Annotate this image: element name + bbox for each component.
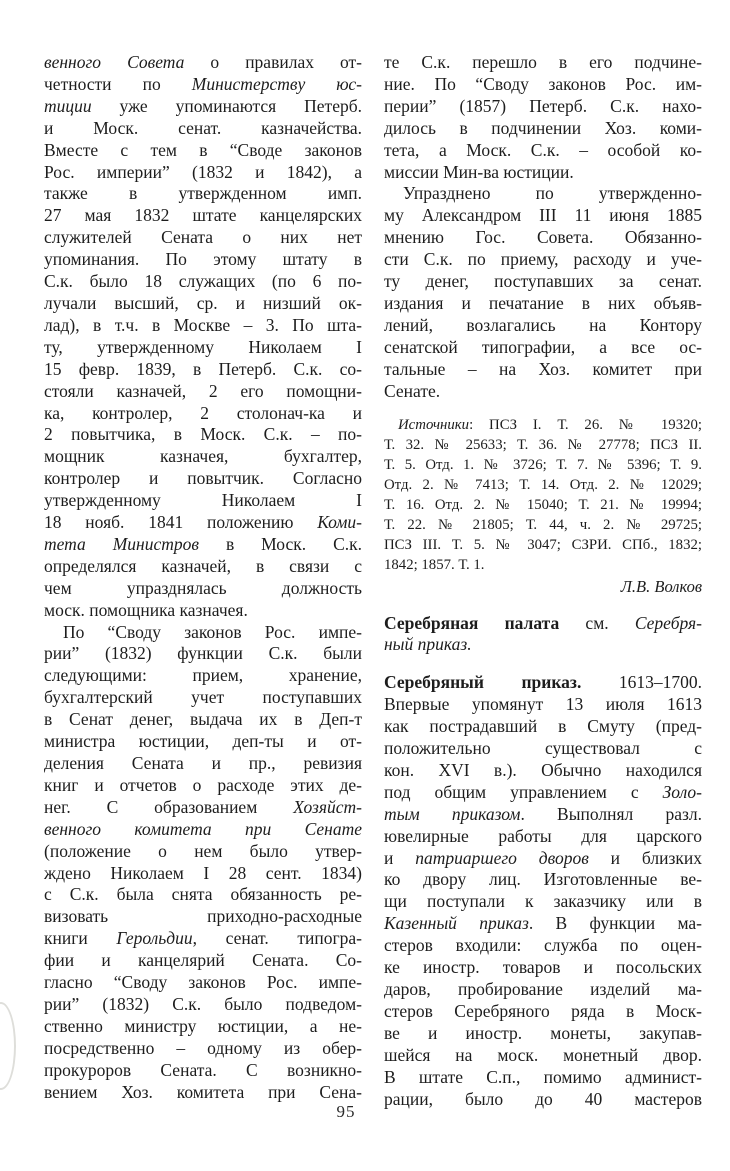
body-text: контролер и повытчик. Согласно bbox=[44, 468, 362, 489]
text-line bbox=[44, 490, 362, 512]
body-text: следующими: прием, хранение, bbox=[44, 665, 362, 686]
text-line bbox=[384, 716, 702, 738]
text-line bbox=[44, 468, 362, 490]
body-text: тальные – на Хоз. комитет при bbox=[384, 358, 702, 379]
text-line bbox=[384, 162, 702, 184]
text-block-src bbox=[384, 415, 702, 575]
text-line bbox=[44, 74, 362, 96]
text-line bbox=[44, 687, 362, 709]
text-line bbox=[384, 249, 702, 271]
body-text: визовать приходно-расходные bbox=[44, 906, 362, 927]
body-text: ве и иностр. монеты, закупав- bbox=[384, 1022, 702, 1043]
body-text: (положение о нем было утвер- bbox=[44, 840, 362, 861]
body-text: В штате С.п., помимо админист- bbox=[384, 1066, 702, 1087]
text-line bbox=[44, 1016, 362, 1038]
italic-text: Серебря- bbox=[634, 612, 702, 633]
body-text: Т. 16. Отд. 2. № 15040; Т. 21. № 19994; bbox=[384, 496, 702, 513]
body-text: и bbox=[384, 847, 416, 868]
text-block-para bbox=[44, 52, 362, 622]
body-text: сенатской типографии, а все ос- bbox=[384, 336, 702, 357]
text-line bbox=[44, 271, 362, 293]
body-text: книг и отчетов о расходе этих де- bbox=[44, 774, 362, 795]
text-line bbox=[384, 613, 702, 635]
text-line bbox=[44, 249, 362, 271]
text-block-entry bbox=[384, 672, 702, 1110]
text-line bbox=[44, 556, 362, 578]
text-line bbox=[384, 694, 702, 716]
body-text: шейся на моск. монетный двор. bbox=[384, 1044, 702, 1065]
text-line bbox=[384, 271, 702, 293]
body-text: 1842; 1857. Т. 1. bbox=[384, 556, 485, 573]
text-line bbox=[384, 140, 702, 162]
text-line bbox=[44, 622, 362, 644]
italic-text: Коми- bbox=[317, 512, 362, 533]
text-line bbox=[44, 183, 362, 205]
body-text: под общим управлением с bbox=[384, 781, 663, 802]
body-text: Вместе с тем в “Своде законов bbox=[44, 139, 362, 160]
body-text: см. bbox=[559, 612, 635, 633]
text-block-para bbox=[384, 52, 702, 183]
text-line bbox=[44, 403, 362, 425]
text-line bbox=[44, 709, 362, 731]
text-line bbox=[384, 672, 702, 694]
text-line bbox=[384, 826, 702, 848]
text-line bbox=[44, 600, 362, 622]
text-line bbox=[384, 555, 702, 575]
text-line bbox=[384, 293, 702, 315]
text-block-author bbox=[384, 576, 702, 597]
text-line bbox=[384, 337, 702, 359]
italic-text: Министерству юс- bbox=[191, 73, 362, 94]
body-text: в Сенат денег, выдача их в Деп-т bbox=[44, 709, 362, 730]
text-line bbox=[44, 1038, 362, 1060]
text-line bbox=[384, 869, 702, 891]
text-line bbox=[44, 446, 362, 468]
body-text: 18 нояб. 1841 положению bbox=[44, 512, 318, 533]
body-text: четности по bbox=[44, 73, 192, 94]
body-text: стеров Серебряного ряда в Моск- bbox=[384, 1000, 702, 1021]
body-text: щи поступали к заказчику или в bbox=[384, 891, 702, 912]
text-line bbox=[384, 475, 702, 495]
body-text: рии” (1832) функции С.к. были bbox=[44, 643, 362, 664]
body-text: . В функции ма- bbox=[528, 913, 702, 934]
body-text: ПСЗ III. Т. 5. № 3047; СЗРИ. СПб., 1832; bbox=[384, 536, 702, 553]
body-text: ту, утвержденному Николаем I bbox=[44, 336, 362, 357]
text-line bbox=[44, 819, 362, 841]
body-text: Отд. 2. № 7413; Т. 14. Отд. 2. № 12029; bbox=[384, 476, 702, 493]
text-line bbox=[44, 162, 362, 184]
text-line bbox=[384, 118, 702, 140]
text-line bbox=[44, 293, 362, 315]
body-text: мнению Гос. Совета. Обязанно- bbox=[384, 227, 702, 248]
body-text: Упразднено по утвержденно- bbox=[403, 183, 702, 204]
text-line bbox=[384, 415, 702, 435]
body-text: положительно существовал с bbox=[384, 738, 702, 759]
body-text: миссии Мин-ва юстиции. bbox=[384, 161, 574, 182]
text-line bbox=[384, 455, 702, 475]
body-text: в Моск. С.к. bbox=[199, 533, 362, 554]
italic-text: Источники bbox=[398, 416, 470, 433]
text-line bbox=[44, 753, 362, 775]
body-text: Т. 32. № 25633; Т. 36. № 27778; ПСЗ II. bbox=[384, 436, 702, 453]
text-block-entry bbox=[384, 613, 702, 657]
body-text: книги bbox=[44, 928, 117, 949]
italic-text: Золо- bbox=[662, 781, 702, 802]
body-text: и близких bbox=[588, 847, 702, 868]
body-text: как пострадавший в Смуту (пред- bbox=[384, 716, 702, 737]
body-text: тета, а Моск. С.к. – особой ко- bbox=[384, 139, 702, 160]
text-line bbox=[44, 315, 362, 337]
body-text: По “Своду законов Рос. импе- bbox=[63, 621, 362, 642]
body-text: сти С.к. по приему, расходу и уче- bbox=[384, 249, 702, 270]
text-line bbox=[384, 913, 702, 935]
right-text-column bbox=[384, 52, 702, 1110]
body-text: рации, было до 40 мастеров bbox=[384, 1088, 702, 1109]
text-line bbox=[44, 337, 362, 359]
body-text: . Выполнял разл. bbox=[520, 803, 702, 824]
text-line bbox=[44, 52, 362, 74]
text-line bbox=[384, 979, 702, 1001]
text-line bbox=[384, 435, 702, 455]
body-text: ту денег, поступавших за сенат. bbox=[384, 271, 702, 292]
body-text: лад), в т.ч. в Москве – 3. По шта- bbox=[44, 314, 362, 335]
body-text: ка, контролер, 2 столонач-ка и bbox=[44, 402, 362, 423]
italic-text: Л.В. Волков bbox=[620, 576, 702, 596]
text-line bbox=[44, 1082, 362, 1104]
text-block-para bbox=[384, 183, 702, 402]
entry-headword: Серебряная палата bbox=[384, 612, 560, 633]
text-block-para bbox=[44, 622, 362, 1104]
text-line bbox=[44, 643, 362, 665]
body-text: чем упразднялась должность bbox=[44, 577, 362, 598]
italic-text: тета Министров bbox=[44, 533, 199, 554]
body-text: , сенат. типогра- bbox=[192, 928, 362, 949]
body-text: 27 мая 1832 штате канцелярских bbox=[44, 205, 362, 226]
text-line bbox=[44, 797, 362, 819]
text-line bbox=[384, 381, 702, 403]
body-text: ко двору лиц. Изготовленные ве- bbox=[384, 869, 702, 890]
body-text: ственно министру юстиции, а не- bbox=[44, 1015, 362, 1036]
body-text: фии и канцелярий Сената. Со- bbox=[44, 950, 362, 971]
body-text: : ПСЗ I. Т. 26. № 19320; bbox=[469, 416, 702, 433]
body-text: определялся казначей, в связи с bbox=[44, 555, 362, 576]
text-line bbox=[44, 140, 362, 162]
body-text: даров, пробирование изделий ма- bbox=[384, 979, 702, 999]
entry-headword: Серебряный приказ. bbox=[384, 672, 582, 693]
body-text: Т. 22. № 21805; Т. 44, ч. 2. № 29725; bbox=[384, 516, 702, 533]
body-text: бухгалтерский учет поступавших bbox=[44, 687, 362, 708]
text-line bbox=[44, 841, 362, 863]
text-line bbox=[384, 804, 702, 826]
italic-text: тиции bbox=[44, 95, 92, 116]
text-line bbox=[384, 359, 702, 381]
text-line bbox=[384, 515, 702, 535]
body-text: уже упоминаются Петерб. bbox=[91, 95, 362, 116]
text-line bbox=[44, 534, 362, 556]
text-line bbox=[384, 535, 702, 555]
text-line bbox=[384, 848, 702, 870]
body-text: министра юстиции, деп-ты и от- bbox=[44, 731, 362, 752]
text-line bbox=[384, 891, 702, 913]
body-text: мощник казначея, бухгалтер, bbox=[44, 446, 362, 467]
body-text: Впервые упомянут 13 июля 1613 bbox=[384, 694, 702, 715]
italic-text: Казенный приказ bbox=[384, 913, 529, 934]
body-text: 1613–1700. bbox=[581, 672, 702, 693]
body-text: с С.к. была снята обязанность ре- bbox=[44, 884, 362, 905]
italic-text: патриаршего дворов bbox=[415, 847, 589, 868]
body-text: деления Сената и пр., ревизия bbox=[44, 753, 362, 773]
italic-text: ный приказ. bbox=[384, 634, 472, 655]
body-text: лений, возлагались на Контору bbox=[384, 314, 702, 335]
text-line bbox=[384, 1045, 702, 1067]
body-text: Рос. империи” (1832 и 1842), а bbox=[44, 161, 362, 182]
body-text: Сенате. bbox=[384, 380, 441, 401]
text-line bbox=[44, 863, 362, 885]
body-text: посредственно – одному из обер- bbox=[44, 1037, 362, 1058]
text-line bbox=[384, 1067, 702, 1089]
body-text: ние. По “Своду законов Рос. им- bbox=[384, 73, 702, 94]
text-line bbox=[44, 359, 362, 381]
text-line bbox=[44, 1060, 362, 1082]
body-text: служителей Сената о них нет bbox=[44, 227, 362, 248]
body-text: лучали высший, ср. и низший ок- bbox=[44, 292, 362, 313]
body-text: рии” (1832) С.к. было подведом- bbox=[44, 993, 362, 1014]
body-text: о правилах от- bbox=[184, 52, 362, 72]
body-text: утвержденному Николаем I bbox=[44, 490, 362, 511]
text-line bbox=[384, 183, 702, 205]
text-line bbox=[384, 634, 702, 656]
text-line bbox=[44, 96, 362, 118]
body-text: также в утвержденном имп. bbox=[44, 183, 362, 204]
italic-text: венного Совета bbox=[44, 52, 185, 72]
italic-text: тым приказом bbox=[384, 803, 521, 824]
text-line bbox=[384, 52, 702, 74]
italic-text: венного комитета при Сенате bbox=[44, 818, 362, 839]
body-text: те С.к. перешло в его подчине- bbox=[384, 52, 702, 72]
text-line bbox=[44, 994, 362, 1016]
text-line bbox=[44, 512, 362, 534]
page-curl-artifact bbox=[0, 1002, 16, 1090]
text-line bbox=[44, 665, 362, 687]
body-text: стеров входили: служба по оцен- bbox=[384, 935, 702, 956]
text-line bbox=[44, 906, 362, 928]
body-text: му Александром III 11 июня 1885 bbox=[384, 205, 702, 226]
text-line bbox=[44, 118, 362, 140]
body-text: 15 февр. 1839, в Петерб. С.к. со- bbox=[44, 358, 362, 379]
body-text: вением Хоз. комитета при Сена- bbox=[44, 1081, 362, 1102]
body-text: ке иностр. товаров и посольских bbox=[384, 957, 702, 978]
text-line bbox=[384, 205, 702, 227]
body-text: стояли казначей, 2 его помощни- bbox=[44, 380, 362, 401]
body-text: прокуроров Сената. С возникно- bbox=[44, 1059, 362, 1080]
text-line bbox=[44, 884, 362, 906]
text-line bbox=[44, 775, 362, 797]
text-line bbox=[384, 495, 702, 515]
text-line bbox=[44, 424, 362, 446]
body-text: издания и печатание в них объяв- bbox=[384, 292, 702, 313]
text-line bbox=[44, 950, 362, 972]
body-text: перии” (1857) Петерб. С.к. нахо- bbox=[384, 95, 702, 116]
body-text: гласно “Своду законов Рос. импе- bbox=[44, 972, 362, 993]
text-line bbox=[384, 1089, 702, 1111]
body-text: 2 повытчика, в Моск. С.к. – по- bbox=[44, 424, 362, 445]
text-line bbox=[44, 972, 362, 994]
italic-text: Хозяйст- bbox=[293, 796, 362, 817]
body-text: кон. XVI в.). Обычно находился bbox=[384, 759, 702, 780]
body-text: Т. 5. Отд. 1. № 3726; Т. 7. № 5396; Т. 9. bbox=[384, 456, 702, 473]
text-line bbox=[384, 760, 702, 782]
body-text: и Моск. сенат. казначейства. bbox=[44, 117, 362, 138]
text-line bbox=[384, 96, 702, 118]
text-line bbox=[384, 576, 702, 597]
text-line bbox=[44, 227, 362, 249]
body-text: ювелирные работы для царского bbox=[384, 825, 702, 846]
text-line bbox=[384, 315, 702, 337]
text-line bbox=[44, 928, 362, 950]
text-line bbox=[44, 205, 362, 227]
text-line bbox=[44, 731, 362, 753]
text-line bbox=[384, 1001, 702, 1023]
text-line bbox=[44, 578, 362, 600]
body-text: ждено Николаем I 28 сент. 1834) bbox=[44, 862, 362, 883]
body-text: моск. помощника казначея. bbox=[44, 599, 248, 620]
text-line bbox=[384, 1023, 702, 1045]
text-line bbox=[44, 381, 362, 403]
body-text: упоминания. По этому штату в bbox=[44, 249, 362, 270]
body-text: С.к. было 18 служащих (по 6 по- bbox=[44, 271, 362, 292]
body-text: нег. С образованием bbox=[44, 796, 294, 817]
body-text: дилось в подчинении Хоз. коми- bbox=[384, 117, 702, 138]
page-number: 95 bbox=[336, 1102, 356, 1121]
text-line bbox=[384, 74, 702, 96]
text-line bbox=[384, 957, 702, 979]
text-line bbox=[384, 738, 702, 760]
italic-text: Герольдии bbox=[116, 928, 193, 949]
text-line bbox=[384, 227, 702, 249]
left-text-column bbox=[44, 52, 362, 1104]
text-line bbox=[384, 782, 702, 804]
text-line bbox=[384, 935, 702, 957]
